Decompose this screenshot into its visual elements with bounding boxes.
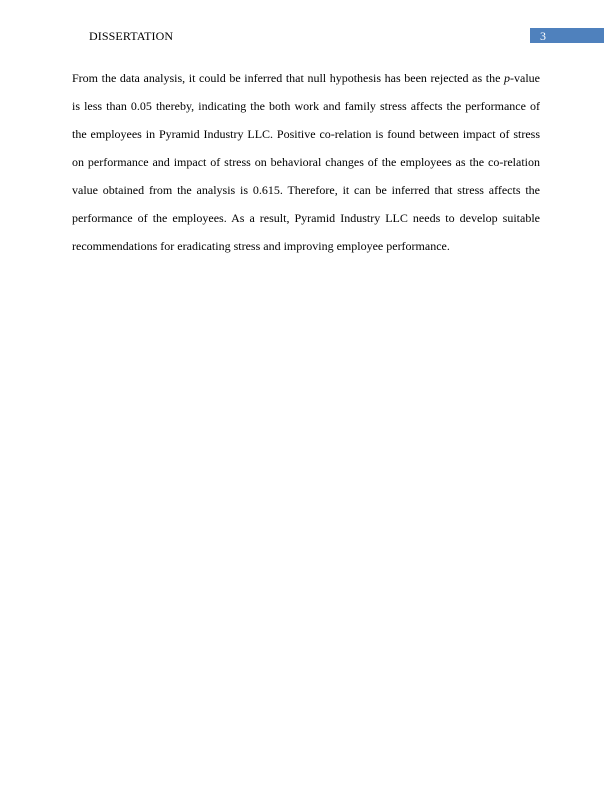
page-number-box [530, 28, 604, 43]
paragraph-text-start: From the data analysis, it could be inferred that null hypothesis has been rejected as the [72, 71, 505, 85]
running-head-title: DISSERTATION [89, 29, 174, 43]
document-body [72, 64, 540, 260]
p-value-italic: p [504, 71, 511, 85]
paragraph-text-rest: -value is less than 0.05 thereby, indicating the both work and family stress affects the performance of the employees in Pyramid Industry LLC. Positive co-relation is found between impact of stress on performance and impact of stress on behavioral changes of the employees as the co-relation value obtained from the analysis is 0.615. Therefore, it can be inferred that stress affects the performance of the employees. As a result, Pyramid Industry LLC needs to develop suitable recommendations for eradicating stress and improving employee performance. [72, 71, 540, 253]
body-paragraph [72, 64, 540, 260]
page-number: 3 [540, 29, 546, 43]
page-header [0, 28, 612, 44]
